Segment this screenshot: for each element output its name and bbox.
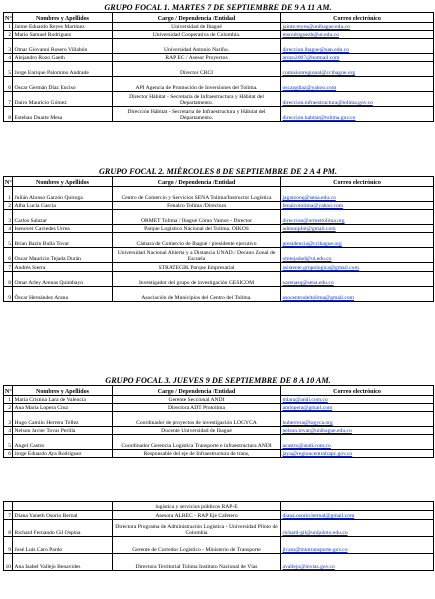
- row-email-link[interactable]: oarenasq@sena.edu.co: [281, 272, 434, 287]
- row-name: Carlos Salazar: [13, 210, 113, 225]
- row-cargo: Universidad de Ibagué: [113, 23, 281, 31]
- row-email-link[interactable]: msrodriguezb@ut.edu.co: [281, 31, 434, 39]
- group-title-1: GRUPO FOCAL 1. MARTES 7 DE SEPTIEMBRE DE 9 A 11 AM.: [104, 3, 332, 12]
- header-name: Nombres y Apellidos: [13, 13, 113, 23]
- row-cargo: Dirección Hábitat - Secretaria de Infraestructura y Hábitat del Departamento.: [113, 107, 281, 122]
- empty-cell: [13, 502, 113, 511]
- row-num: 9: [4, 537, 13, 554]
- table-row: [4, 287, 434, 302]
- row-name: Angel Castro: [13, 435, 113, 450]
- row-num: 3: [4, 39, 13, 54]
- table-row: [4, 511, 434, 520]
- empty-cell: [4, 502, 13, 511]
- table-row: [4, 450, 434, 458]
- row-name: Ana Isabel Vallejo Benavides: [13, 554, 113, 571]
- row-email-link[interactable]: fenalcotolima@yahoo.com: [281, 202, 434, 210]
- row-cargo: Gerente de Corredor Logístico - Ministerio de Transporte: [113, 537, 281, 554]
- attendees-table-3: [3, 385, 434, 458]
- row-email-link[interactable]: jaya@regioncentralrapc.gov.co: [281, 450, 434, 458]
- table-row: [4, 31, 434, 39]
- row-cargo: Parque Logístico Nacional del Tolima. OIKOS: [113, 225, 281, 233]
- row-cargo: API Agencia de Promoción de Inversiones del Tolima.: [113, 77, 281, 92]
- table-row: [4, 537, 434, 554]
- row-num: 1: [4, 23, 13, 31]
- table-header-row: [4, 13, 434, 23]
- row-num: 6: [4, 77, 13, 92]
- row-name: Julián Alonso Garzón Quiroga: [13, 187, 113, 202]
- row-cargo: Fenalco Tolima /Directora: [113, 202, 281, 210]
- empty-cell: [281, 502, 434, 511]
- table-row: [4, 92, 434, 107]
- row-num: 10: [4, 554, 13, 571]
- row-cargo: Universidad Cooperativa de Colombia.: [113, 31, 281, 39]
- row-cargo: Docente Universidad de Ibagué: [113, 427, 281, 435]
- header-num: N°: [4, 386, 13, 396]
- table-row: [4, 210, 434, 225]
- table-row: [4, 54, 434, 62]
- header-num: N°: [4, 177, 13, 187]
- table-row: [4, 187, 434, 202]
- row-cargo: ORMET Tolima / Ibagué Cómo Vamos - Director: [113, 210, 281, 225]
- row-name: Brian Bazín Bulla Tovar: [13, 233, 113, 248]
- row-cargo: Gerente Seccional ANDI: [113, 396, 281, 404]
- row-email-link[interactable]: amlopera@gmail.com: [281, 404, 434, 412]
- row-num: 3: [4, 412, 13, 427]
- row-name: Richard Fernando Gil Ospina: [13, 520, 113, 537]
- table-row: [4, 272, 434, 287]
- row-name: Isenover Caviedes Urrea: [13, 225, 113, 233]
- row-num: 4: [4, 54, 13, 62]
- row-email-link[interactable]: mlara@andi.com.co: [281, 396, 434, 404]
- row-num: 9: [4, 287, 13, 302]
- table-row: [4, 248, 434, 263]
- attendees-table-2: [3, 176, 434, 302]
- table-row: [4, 520, 434, 537]
- row-cargo: Cámara de Comercio de Ibagué / presidente ejecutivo: [113, 233, 281, 248]
- row-cargo: RAP EC / Asesor Proyectos: [113, 54, 281, 62]
- table-row: [4, 435, 434, 450]
- row-email-link[interactable]: diana.osorio.bernal@gmail.com: [281, 511, 434, 520]
- row-num: 2: [4, 404, 13, 412]
- row-cargo: Directora ADT Protolima: [113, 404, 281, 412]
- row-num: 3: [4, 210, 13, 225]
- table-row: [4, 554, 434, 571]
- row-cargo: Director Hábitat - Secretaria de Infraestructura y Hábitat del Departamento.: [113, 92, 281, 107]
- row-num: 4: [4, 427, 13, 435]
- table-row: [4, 107, 434, 122]
- row-email-link[interactable]: asocentrodeltolima@gmail.com: [281, 287, 434, 302]
- row-num: 5: [4, 62, 13, 77]
- row-cargo: Responsable del eje de Infraestructura de trans,: [113, 450, 281, 458]
- row-name: Oscar Mauricio Tejada Durán: [13, 248, 113, 263]
- header-email: Correo electrónico: [281, 13, 434, 23]
- row-email-link[interactable]: jlcaro@mintransporte.gov.co: [281, 537, 434, 554]
- row-cargo: Coordinador de proyectos de investigación LOGYCA: [113, 412, 281, 427]
- row-name: Ana María Lopera Cruz: [13, 404, 113, 412]
- row-email-link[interactable]: omtejadad@ut.edu.co: [281, 248, 434, 263]
- row-num: 8: [4, 272, 13, 287]
- row-cargo: Asociación de Municipios del Centro del Tolima.: [113, 287, 281, 302]
- row-email-link[interactable]: direccion.ibague@uan.edu.co: [281, 39, 434, 54]
- attendees-table-1: [3, 12, 434, 122]
- row-num: 4: [4, 225, 13, 233]
- row-num: 7: [4, 511, 13, 520]
- row-email-link[interactable]: jaime.reyes@unibague.edu.co: [281, 23, 434, 31]
- row-email-link[interactable]: asistente.grupologica@gmail.com: [281, 263, 434, 272]
- table-row: [4, 404, 434, 412]
- row-num: 1: [4, 187, 13, 202]
- row-cargo: Directora Programa de Administración Logística - Universidad Piloto de Colombia: [113, 520, 281, 537]
- row-email-link[interactable]: acastro@andi.com.co: [281, 435, 434, 450]
- header-email: Correo electrónico: [281, 386, 434, 396]
- row-email-link[interactable]: avallejo@invias.gov.co: [281, 554, 434, 571]
- row-name: Oscar Germán Díaz Enciso: [13, 77, 113, 92]
- header-cargo: Cargo / Dependencia /Entidad: [113, 386, 281, 396]
- row-name: Diana Yaneth Osorio Bernal: [13, 511, 113, 520]
- row-name: Jaime Eduardo Reyes Martínez: [13, 23, 113, 31]
- row-num: 7: [4, 92, 13, 107]
- table-header-row: [4, 177, 434, 187]
- row-email-link[interactable]: direccion.infraestructura@tolima.gov.co: [281, 92, 434, 107]
- row-name: Hugo Camilo Herrera Téllez: [13, 412, 113, 427]
- row-name: Nelson Javier Tovar Perilla: [13, 427, 113, 435]
- row-cargo: Universidad Antonio Nariño.: [113, 39, 281, 54]
- row-cargo-continued: logística y servicios públicos RAP-E: [113, 502, 281, 511]
- table-row: [4, 62, 434, 77]
- row-name: Dairo Mauricio Gómez: [13, 92, 113, 107]
- row-name: Jorge Enrique Palomino Andrade: [13, 62, 113, 77]
- row-name: María Cristina Lara de Valencia: [13, 396, 113, 404]
- row-name: Omar Arley Arenas Quimbayo: [13, 272, 113, 287]
- row-num: 2: [4, 31, 13, 39]
- row-email-link[interactable]: direccion.habitat@tolima.gov.co: [281, 107, 434, 122]
- row-cargo: Director CRCI: [113, 62, 281, 77]
- row-num: 5: [4, 435, 13, 450]
- table-row: [4, 202, 434, 210]
- row-name: Omar Giovanni Rosero Villabón: [13, 39, 113, 54]
- table-row: [4, 23, 434, 31]
- table-row: [4, 233, 434, 248]
- attendees-table-3-continued: [3, 501, 434, 571]
- group-title-2: GRUPO FOCAL 2. MIÉRCOLES 8 DE SEPTIEMBRE DE 2 A 4 PM.: [98, 167, 337, 176]
- row-name: Jorge Eduardo Aya Rodríguez: [13, 450, 113, 458]
- row-num: 2: [4, 202, 13, 210]
- table-header-row: [4, 386, 434, 396]
- table-row: [4, 412, 434, 427]
- row-email-link[interactable]: oscargdiaz@yahoo.com: [281, 77, 434, 92]
- table-row: [4, 396, 434, 404]
- row-cargo: Centro de Comercio y Servicios SENA Tolima/Instructor Logística: [113, 187, 281, 202]
- row-email-link[interactable]: comisionregional@ccibague.org: [281, 62, 434, 77]
- header-cargo: Cargo / Dependencia /Entidad: [113, 13, 281, 23]
- row-name: José Luis Caro Pardo: [13, 537, 113, 554]
- row-cargo: Investigador del grupo de investigación GESICOM: [113, 272, 281, 287]
- group-title-3: GRUPO FOCAL 3. JUEVES 9 DE SEPTIEMBRE DE 8 A 10 AM.: [105, 376, 331, 385]
- row-num: 6: [4, 450, 13, 458]
- table-row: [4, 77, 434, 92]
- header-name: Nombres y Apellidos: [13, 386, 113, 396]
- row-cargo: Universidad Nacional Abierta y a Distancia UNAD./ Decano Zonal de Escuela: [113, 248, 281, 263]
- row-num: 6: [4, 248, 13, 263]
- row-email-link[interactable]: huherrera@logyca.org: [281, 412, 434, 427]
- row-email-link[interactable]: direccion@ormettolima.org: [281, 210, 434, 225]
- table-row: [4, 263, 434, 272]
- row-email-link[interactable]: presidencia@ccibague.org: [281, 233, 434, 248]
- row-email-link[interactable]: nelson.tovar@unibague.edu.co: [281, 427, 434, 435]
- row-cargo: Asesora ALREC - RAP Eje Cafetero: [113, 511, 281, 520]
- header-email: Correo electrónico: [281, 177, 434, 187]
- row-num: 7: [4, 263, 13, 272]
- row-name: Esteban Duarte Mesa: [13, 107, 113, 122]
- row-cargo: Directora Territorial Tolima Instituto Nacional de Vías: [113, 554, 281, 571]
- row-num: 5: [4, 233, 13, 248]
- table-row: [4, 225, 434, 233]
- row-name: Óscar Hernández Arana: [13, 287, 113, 302]
- header-num: N°: [4, 13, 13, 23]
- row-cargo: STRATEGIK Parque Empresarial: [113, 263, 281, 272]
- header-name: Nombres y Apellidos: [13, 177, 113, 187]
- row-num: 8: [4, 107, 13, 122]
- row-name: Alejandro Rozo Gaeth: [13, 54, 113, 62]
- table-row-continued: [4, 502, 434, 511]
- row-cargo: Coordinador Gerencia Logística Transporte e infraestructura ANDI: [113, 435, 281, 450]
- row-email-link[interactable]: admonpInt@gmail.com: [281, 225, 434, 233]
- row-num: 8: [4, 520, 13, 537]
- row-num: 1: [4, 396, 13, 404]
- table-row: [4, 427, 434, 435]
- row-name: Mario Samuel Rodríguez: [13, 31, 113, 39]
- row-name: Alba Lucía García: [13, 202, 113, 210]
- header-cargo: Cargo / Dependencia /Entidad: [113, 177, 281, 187]
- table-row: [4, 39, 434, 54]
- row-email-link[interactable]: richard-gil@unipiloto.edu.co: [281, 520, 434, 537]
- row-name: Andrés Sierra: [13, 263, 113, 272]
- row-email-link[interactable]: jagarzonq@sena.edu.co: [281, 187, 434, 202]
- row-email-link[interactable]: arozo2007@hotmail.com: [281, 54, 434, 62]
